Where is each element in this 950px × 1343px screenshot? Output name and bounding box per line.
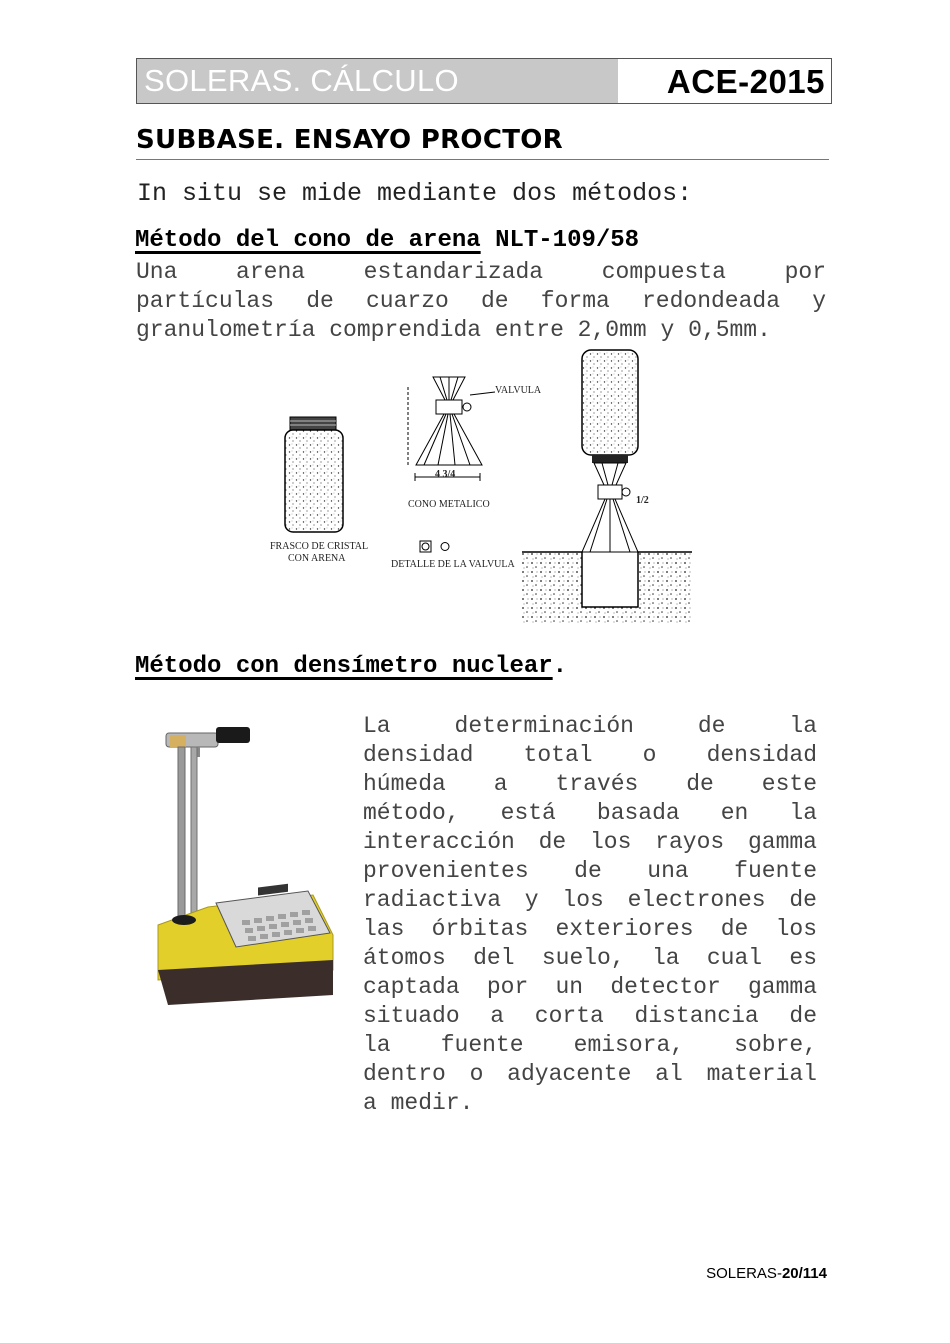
header-code: ACE-2015	[666, 63, 825, 100]
method1-line: partículas de cuarzo de forma redondeada y	[136, 288, 826, 314]
valve-detail-label: DETALLE DE LA VALVULA	[391, 559, 515, 570]
method2-line: captada por un detector gamma	[363, 974, 817, 1000]
sand-cone-apparatus-icon	[522, 350, 692, 625]
section-title: SUBBASE. ENSAYO PROCTOR	[136, 123, 829, 160]
method2-line: la fuente emisora, sobre,	[363, 1032, 817, 1058]
page-number: 20/114	[781, 1265, 827, 1282]
sand-cone-illustration	[260, 345, 720, 630]
page-footer	[706, 1265, 827, 1282]
method2-paragraph	[363, 712, 817, 1118]
method2-line: La determinación de la	[363, 713, 817, 739]
method1-heading-label: Método del cono de arena	[135, 227, 481, 254]
nuclear-densimeter-image	[148, 715, 343, 1015]
header-title: SOLERAS. CÁLCULO	[137, 59, 618, 103]
valve-detail-icon	[420, 541, 449, 552]
method1-code: NLT-109/58	[495, 227, 640, 254]
method2-heading	[135, 652, 835, 682]
method2-line: a medir.	[363, 1090, 474, 1116]
nuclear-densimeter-icon	[148, 715, 343, 1015]
method2-heading-label: Método con densímetro nuclear	[135, 653, 553, 680]
jar-label-line2: CON ARENA	[288, 553, 346, 564]
method2-line: radiactiva y los electrones de	[363, 887, 817, 913]
method1-paragraph	[136, 258, 826, 345]
jar-label-line1: FRASCO DE CRISTAL	[270, 541, 369, 552]
cone-label: CONO METALICO	[408, 499, 490, 510]
method2-line: las órbitas exteriores de los	[363, 916, 817, 942]
footer-prefix: SOLERAS-	[706, 1265, 782, 1282]
valve-label: VALVULA	[495, 385, 542, 396]
fraction-dimension: 1/2	[636, 495, 649, 506]
method2-line: átomos del suelo, la cual es	[363, 945, 817, 971]
method1-heading	[135, 226, 835, 256]
method2-line: dentro o adyacente al material	[363, 1061, 817, 1087]
method2-line: provenientes de una fuente	[363, 858, 817, 884]
method2-line: interacción de los rayos gamma	[363, 829, 817, 855]
document-header	[136, 58, 832, 104]
method2-heading-suffix: .	[552, 653, 568, 680]
glass-jar-icon	[285, 417, 343, 532]
method1-line: Una arena estandarizada compuesta por	[136, 259, 826, 285]
sand-cone-diagram	[260, 345, 720, 630]
method2-line: método, está basada en la	[363, 800, 817, 826]
metal-cone-icon	[408, 377, 495, 481]
method2-line: húmeda a través de este	[363, 771, 817, 797]
method2-line: situado a corta distancia de	[363, 1003, 817, 1029]
method2-line: densidad total o densidad	[363, 742, 817, 768]
method1-line: granulometría comprendida entre 2,0mm y 0,5mm.	[136, 317, 771, 343]
cone-width-dimension: 4 3/4	[435, 469, 456, 480]
intro-text: In situ se mide mediante dos métodos:	[137, 179, 693, 208]
